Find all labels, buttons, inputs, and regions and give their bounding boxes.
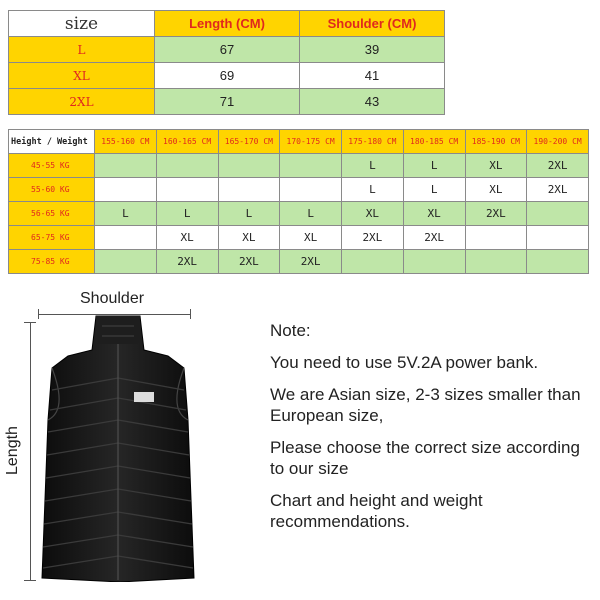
length-header: Length (CM) (155, 11, 300, 37)
weight-label: 55-60 KG (9, 178, 95, 202)
weight-label: 75-85 KG (9, 250, 95, 274)
size-cell (95, 250, 157, 274)
height-weight-corner: Height / Weight (9, 130, 95, 154)
size-label: 2XL (9, 89, 155, 115)
size-cell: L (403, 178, 465, 202)
table-row (9, 63, 445, 89)
size-cell: XL (280, 226, 342, 250)
notes-panel (270, 320, 588, 543)
length-value: 67 (155, 37, 300, 63)
size-cell (156, 154, 218, 178)
size-cell: L (95, 202, 157, 226)
size-cell: 2XL (156, 250, 218, 274)
length-dimension-line (30, 322, 31, 580)
size-cell (465, 226, 527, 250)
height-header: 155-160 CM (95, 130, 157, 154)
length-value: 71 (155, 89, 300, 115)
note-item: We are Asian size, 2-3 sizes smaller than European size, (270, 385, 581, 425)
size-cell: XL (465, 178, 527, 202)
table-row (9, 178, 589, 202)
note-item: Please choose the correct size according to our size (270, 438, 580, 478)
size-cell: 2XL (527, 154, 589, 178)
size-cell (218, 178, 280, 202)
note-heading: Note: (270, 321, 311, 340)
size-cell: L (218, 202, 280, 226)
size-cell (527, 202, 589, 226)
height-header: 175-180 CM (342, 130, 404, 154)
height-header-row (9, 130, 589, 154)
weight-label: 56-65 KG (9, 202, 95, 226)
vest-badge (134, 392, 154, 402)
shoulder-header: Shoulder (CM) (300, 11, 445, 37)
size-cell: 2XL (218, 250, 280, 274)
size-cell: 2XL (527, 178, 589, 202)
height-header: 165-170 CM (218, 130, 280, 154)
table-row (9, 202, 589, 226)
size-cell (527, 250, 589, 274)
size-cell: L (280, 202, 342, 226)
size-cell: 2XL (465, 202, 527, 226)
size-header: size (9, 11, 155, 37)
size-cell (280, 178, 342, 202)
size-label: XL (9, 63, 155, 89)
table-row (9, 250, 589, 274)
size-cell: L (342, 178, 404, 202)
height-weight-table (8, 129, 589, 274)
size-cell (95, 154, 157, 178)
size-cell (95, 178, 157, 202)
size-cell: XL (218, 226, 280, 250)
size-cell (403, 250, 465, 274)
table-row (9, 37, 445, 63)
note-item: Chart and height and weight recommendations. (270, 491, 483, 531)
size-cell (465, 250, 527, 274)
size-cell: 2XL (280, 250, 342, 274)
length-dimension-label: Length (4, 426, 21, 475)
shoulder-value: 39 (300, 37, 445, 63)
length-value: 69 (155, 63, 300, 89)
size-cell: XL (342, 202, 404, 226)
size-cell (342, 250, 404, 274)
height-header: 170-175 CM (280, 130, 342, 154)
size-cell (95, 226, 157, 250)
shoulder-value: 41 (300, 63, 445, 89)
shoulder-value: 43 (300, 89, 445, 115)
height-header: 190-200 CM (527, 130, 589, 154)
table-row (9, 226, 589, 250)
size-cell: L (342, 154, 404, 178)
table-row (9, 154, 589, 178)
size-table (8, 10, 445, 115)
size-cell (527, 226, 589, 250)
size-cell (218, 154, 280, 178)
size-cell: L (156, 202, 218, 226)
size-cell: 2XL (403, 226, 465, 250)
height-header: 185-190 CM (465, 130, 527, 154)
table-row (9, 89, 445, 115)
note-item: You need to use 5V.2A power bank. (270, 353, 539, 372)
length-tick-bottom (24, 580, 36, 581)
size-cell (280, 154, 342, 178)
weight-label: 65-75 KG (9, 226, 95, 250)
size-cell: XL (156, 226, 218, 250)
size-cell: L (403, 154, 465, 178)
size-table-header-row (9, 11, 445, 37)
size-cell: 2XL (342, 226, 404, 250)
size-cell: XL (403, 202, 465, 226)
size-cell (156, 178, 218, 202)
shoulder-dimension-label: Shoulder (80, 290, 145, 307)
height-header: 160-165 CM (156, 130, 218, 154)
height-header: 180-185 CM (403, 130, 465, 154)
length-tick-top (24, 322, 36, 323)
vest-illustration (38, 310, 198, 582)
size-cell: XL (465, 154, 527, 178)
size-label: L (9, 37, 155, 63)
weight-label: 45-55 KG (9, 154, 95, 178)
